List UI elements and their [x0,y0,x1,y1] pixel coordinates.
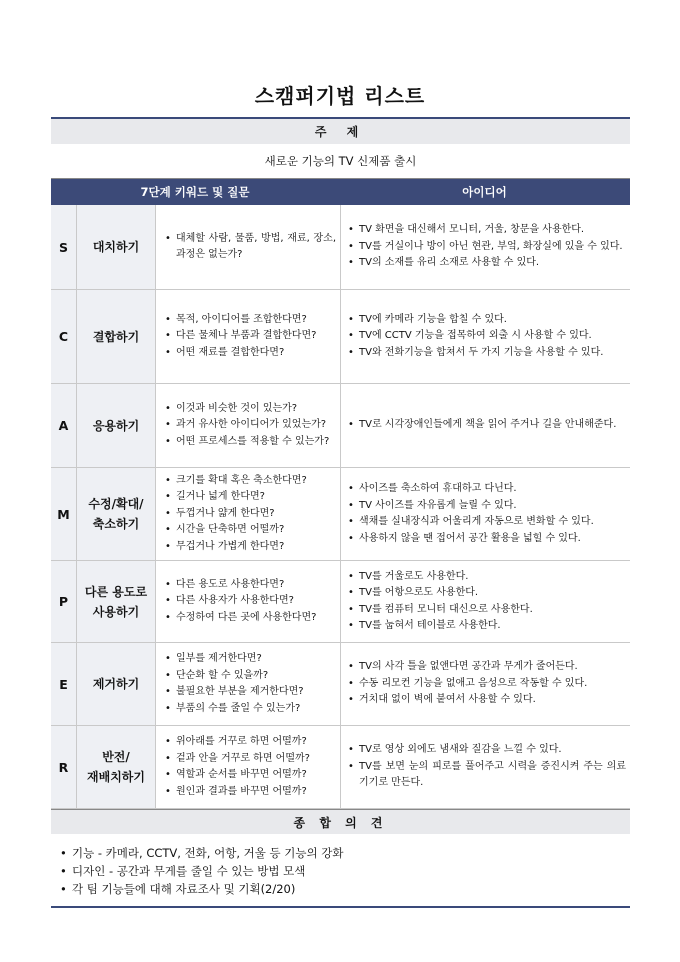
question-item: • 단순화 할 수 있을까? [164,668,304,685]
topic-header: 주 제 [51,117,630,144]
scamper-row-e [51,643,630,726]
question-item: • 원인과 결과를 바꾸면 어떨까? [164,784,310,801]
question-item: • 역할과 순서를 바꾸면 어떨까? [164,767,310,784]
row-questions [156,643,341,725]
row-keyword: 대치하기 [77,205,156,289]
row-questions [156,726,341,808]
row-keyword: 다른 용도로 사용하기 [77,561,156,642]
question-item: • 두껍거나 얇게 한다면? [164,506,307,523]
scamper-row-c [51,290,630,384]
idea-item: • TV를 컴퓨터 모니터 대신으로 사용한다. [347,602,533,619]
summary-list [59,844,630,898]
question-item: • 다른 용도로 사용한다면? [164,577,316,594]
summary-header: 종 합 의 견 [51,809,630,834]
idea-item: • TV를 눕혀서 테이블로 사용한다. [347,618,533,635]
row-letter: E [51,643,77,725]
idea-item: • 사이즈를 축소하여 휴대하고 다닌다. [347,481,594,498]
idea-item: • TV 화면을 대신해서 모니터, 거울, 창문을 사용한다. [347,222,623,239]
row-ideas [341,643,630,725]
row-letter: S [51,205,77,289]
row-letter: R [51,726,77,808]
idea-item: • TV에 CCTV 기능을 접목하여 외출 시 사용할 수 있다. [347,328,603,345]
column-header-row [51,179,630,205]
question-item: • 길거나 넓게 한다면? [164,489,307,506]
question-item: • 이것과 비슷한 것이 있는가? [164,401,329,418]
question-item: • 과거 유사한 아이디어가 있었는가? [164,417,329,434]
idea-item: • TV 사이즈를 자유롭게 늘릴 수 있다. [347,498,594,515]
scamper-table [51,117,630,908]
question-item: • 시간을 단축하면 어떨까? [164,522,307,539]
keyword-column-header: 7단계 키워드 및 질문 [140,185,250,199]
summary-item: • 각 팀 기능들에 대해 자료조사 및 기획(2/20) [59,880,630,898]
idea-item: • 색채를 실내장식과 어울리게 자동으로 변화할 수 있다. [347,514,594,531]
scamper-rows [51,205,630,809]
idea-item: • 수동 리모컨 기능을 없애고 음성으로 작동할 수 있다. [347,676,587,693]
idea-item: • 사용하지 않을 땐 접어서 공간 활용을 넓힐 수 있다. [347,531,594,548]
row-keyword: 제거하기 [77,643,156,725]
row-letter: A [51,384,77,467]
row-ideas [341,726,630,808]
summary-item: • 기능 - 카메라, CCTV, 전화, 어항, 거울 등 기능의 강화 [59,844,630,862]
idea-item: • TV를 어항으로도 사용한다. [347,585,533,602]
summary-section [51,834,630,908]
row-ideas [341,561,630,642]
idea-item: • TV로 시각장애인들에게 책을 읽어 주거나 길을 안내해준다. [347,417,616,434]
scamper-row-a [51,384,630,468]
row-letter: C [51,290,77,383]
topic-value: 새로운 기능의 TV 신제품 출시 [51,144,630,179]
row-ideas [341,468,630,560]
idea-item: • TV와 전화기능을 합쳐서 두 가지 기능을 사용할 수 있다. [347,345,603,362]
scamper-row-s [51,205,630,290]
question-item: • 수정하여 다른 곳에 사용한다면? [164,610,316,627]
question-item: • 어떤 프로세스를 적용할 수 있는가? [164,434,329,451]
idea-column-header: 아이디어 [462,185,507,199]
idea-item: • TV를 거울로도 사용한다. [347,569,533,586]
row-questions [156,561,341,642]
row-questions [156,384,341,467]
question-item: • 위아래를 거꾸로 하면 어떨까? [164,734,310,751]
row-ideas [341,205,630,289]
idea-item: • 거치대 없이 벽에 붙여서 사용할 수 있다. [347,692,587,709]
row-keyword: 수정/확대/ 축소하기 [77,468,156,560]
question-item: • 목적, 아이디어를 조합한다면? [164,312,316,329]
row-questions [156,205,341,289]
idea-item: • TV를 보면 눈의 피로를 풀어주고 시력을 증진시켜 주는 의료기기로 만든다. [347,759,626,792]
idea-item: • TV로 영상 외에도 냄새와 질감을 느낄 수 있다. [347,742,626,759]
row-keyword: 응용하기 [77,384,156,467]
scamper-row-r [51,726,630,809]
question-item: • 부품의 수를 줄일 수 있는가? [164,701,304,718]
idea-item: • TV에 카메라 기능을 합칠 수 있다. [347,312,603,329]
question-item: • 일부를 제거한다면? [164,651,304,668]
question-item: • 무겁거나 가볍게 한다면? [164,539,307,556]
row-keyword: 반전/ 재배치하기 [77,726,156,808]
document-title: 스캠퍼기법 리스트 [254,84,426,108]
summary-item: • 디자인 - 공간과 무게를 줄일 수 있는 방법 모색 [59,862,630,880]
idea-item: • TV의 사각 틀을 없앤다면 공간과 무게가 줄어든다. [347,659,587,676]
row-questions [156,290,341,383]
question-item: • 어떤 재료를 결합한다면? [164,345,316,362]
idea-item: • TV의 소재를 유리 소재로 사용할 수 있다. [347,255,623,272]
question-item: • 다른 사용자가 사용한다면? [164,593,316,610]
question-item: • 대체할 사람, 물품, 방법, 재료, 장소, 과정은 없는가? [164,231,336,264]
question-item: • 다른 물체나 부품과 결합한다면? [164,328,316,345]
question-item: • 겉과 안을 거꾸로 하면 어떨까? [164,751,310,768]
row-ideas [341,384,630,467]
scamper-row-p [51,561,630,643]
scamper-row-m [51,468,630,561]
row-letter: M [51,468,77,560]
question-item: • 크기를 확대 혹은 축소한다면? [164,473,307,490]
row-ideas [341,290,630,383]
row-questions [156,468,341,560]
question-item: • 불필요한 부분을 제거한다면? [164,684,304,701]
row-keyword: 결합하기 [77,290,156,383]
idea-item: • TV를 거실이나 방이 아닌 현관, 부엌, 화장실에 있을 수 있다. [347,239,623,256]
row-letter: P [51,561,77,642]
